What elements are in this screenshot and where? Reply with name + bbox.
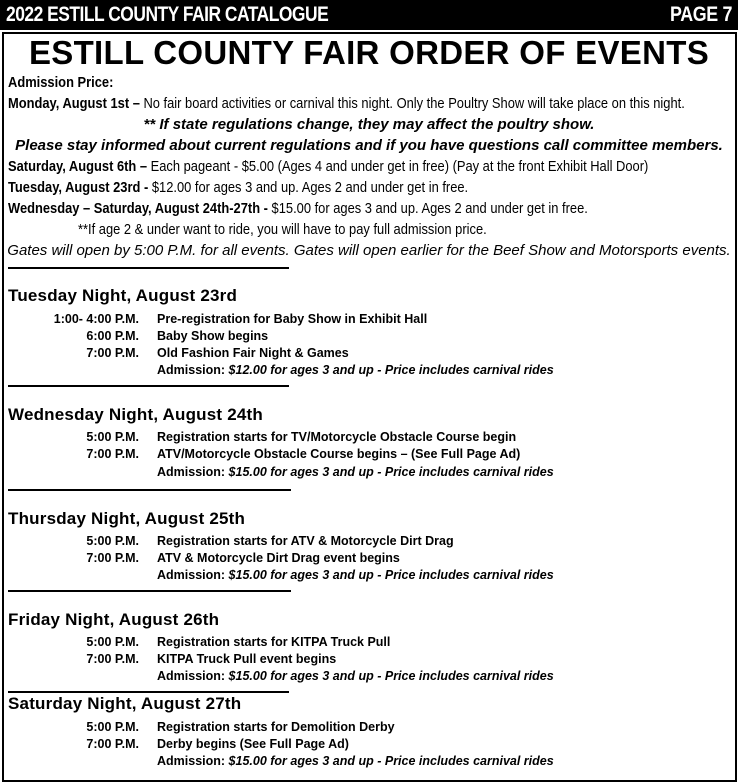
page-title: ESTILL COUNTY FAIR ORDER OF EVENTS <box>28 34 710 71</box>
event-description: Derby begins (See Full Page Ad) <box>157 737 349 751</box>
event-description: Pre-registration for Baby Show in Exhibit Hall <box>157 312 428 326</box>
event-time: 1:00- 4:00 P.M. <box>53 312 139 326</box>
divider <box>8 489 291 491</box>
poultry-note: ** If state regulations change, they may affect the poultry show. <box>143 116 595 133</box>
admission-label: Admission: <box>157 465 226 479</box>
admission-line <box>157 465 554 479</box>
section-title-wednesday: Wednesday Night, August 24th <box>8 405 263 424</box>
event-time: 5:00 P.M. <box>86 635 139 649</box>
catalogue-title: 2022 ESTILL COUNTY FAIR CATALOGUE <box>6 3 329 26</box>
event-time: 7:00 P.M. <box>86 737 139 751</box>
divider <box>8 267 289 269</box>
event-description: Baby Show begins <box>157 329 269 343</box>
event-time: 5:00 P.M. <box>86 430 139 444</box>
monday-line <box>8 95 685 112</box>
tuesday-price-line <box>8 179 468 196</box>
section-title-saturday: Saturday Night, August 27th <box>8 694 242 713</box>
event-description: Registration starts for KITPA Truck Pull <box>157 635 391 649</box>
event-description: ATV & Motorcycle Dirt Drag event begins <box>157 551 400 565</box>
saturday-pageant-line <box>8 158 648 175</box>
admission-price: $15.00 for ages 3 and up - Price includes carnival rides <box>228 568 554 582</box>
ride-age-note: **If age 2 & under want to ride, you will have to pay full admission price. <box>78 221 487 238</box>
saturday-text: Each pageant - $5.00 (Ages 4 and under get in free) (Pay at the front Exhibit Hall Door) <box>147 158 649 175</box>
wed-sat-text: $15.00 for ages 3 and up. Ages 2 and under get in free. <box>267 200 588 217</box>
wed-sat-price-line <box>8 200 588 217</box>
saturday-label: Saturday, August 6th – <box>8 158 148 175</box>
event-description: KITPA Truck Pull event begins <box>157 652 337 666</box>
catalogue-header-bar <box>0 0 738 30</box>
tuesday-text: $12.00 for ages 3 and up. Ages 2 and under get in free. <box>148 179 469 196</box>
admission-price: $15.00 for ages 3 and up - Price includes carnival rides <box>228 669 554 683</box>
event-time: 5:00 P.M. <box>86 534 139 548</box>
admission-line <box>157 568 554 582</box>
section-title-tuesday: Tuesday Night, August 23rd <box>8 286 238 305</box>
section-title-friday: Friday Night, August 26th <box>8 610 220 629</box>
event-time: 5:00 P.M. <box>86 720 139 734</box>
event-time: 7:00 P.M. <box>86 652 139 666</box>
divider <box>8 385 289 387</box>
admission-line <box>157 754 554 768</box>
event-time: 7:00 P.M. <box>86 447 139 461</box>
event-time: 7:00 P.M. <box>86 551 139 565</box>
admission-price: $15.00 for ages 3 and up - Price includes carnival rides <box>228 465 554 479</box>
admission-price: $12.00 for ages 3 and up - Price includes carnival rides <box>228 363 554 377</box>
page-number: PAGE 7 <box>669 3 732 26</box>
monday-text: No fair board activities or carnival this night. Only the Poultry Show will take place on this night. <box>139 95 685 112</box>
event-time: 6:00 P.M. <box>86 329 139 343</box>
event-time: 7:00 P.M. <box>86 346 139 360</box>
event-description: Registration starts for ATV & Motorcycle Dirt Drag <box>157 534 454 548</box>
admission-line <box>157 363 554 377</box>
section-title-thursday: Thursday Night, August 25th <box>8 509 246 528</box>
wed-sat-label: Wednesday – Saturday, August 24th-27th - <box>8 200 268 217</box>
tuesday-label: Tuesday, August 23rd - <box>8 179 149 196</box>
admission-line <box>157 669 554 683</box>
event-description: Registration starts for Demolition Derby <box>157 720 395 734</box>
admission-price-heading: Admission Price: <box>8 74 114 91</box>
admission-label: Admission: <box>157 363 226 377</box>
event-description: Old Fashion Fair Night & Games <box>157 346 349 360</box>
gates-note: Gates will open by 5:00 P.M. for all events. Gates will open earlier for the Beef Show and Motorsports events. <box>7 242 731 259</box>
admission-label: Admission: <box>157 754 226 768</box>
divider <box>8 691 289 693</box>
admission-label: Admission: <box>157 568 226 582</box>
admission-label: Admission: <box>157 669 226 683</box>
divider <box>8 590 291 592</box>
event-description: ATV/Motorcycle Obstacle Course begins – (See Full Page Ad) <box>157 447 521 461</box>
event-description: Registration starts for TV/Motorcycle Obstacle Course begin <box>157 430 517 444</box>
monday-label: Monday, August 1st – <box>8 95 140 112</box>
regulations-note: Please stay informed about current regulations and if you have questions call committee members. <box>15 137 723 154</box>
admission-price: $15.00 for ages 3 and up - Price includes carnival rides <box>228 754 554 768</box>
